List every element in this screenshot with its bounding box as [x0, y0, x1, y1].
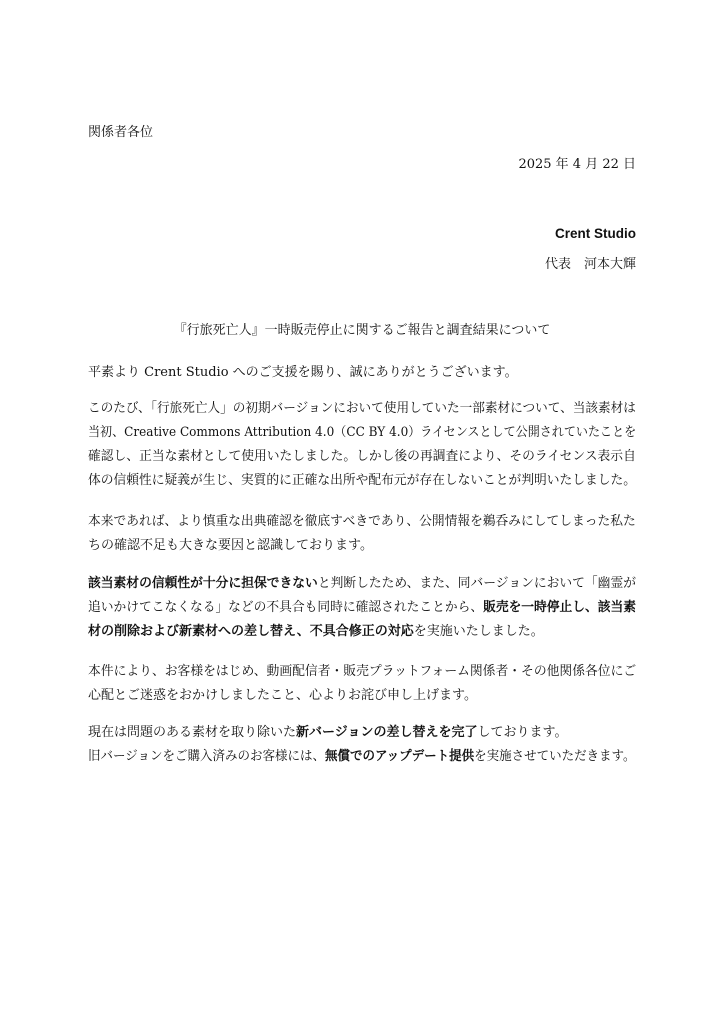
body-text: と判断したため、また、同バージョンにおいて「幽霊が [317, 576, 636, 591]
representative: 代表 河本大輝 [544, 257, 636, 272]
document-title: 『行旅死亡人』一時販売停止に関するご報告と調査結果について [173, 323, 551, 338]
paragraph-3-line-3 [88, 624, 544, 640]
emphasis-text: 無償でのアップデート提供 [324, 749, 475, 764]
date: 2025 年 4 月 22 日 [518, 157, 636, 172]
emphasis-text: 新バージョンの差し替えを完了 [296, 725, 478, 740]
emphasis-text: 該当素材の信頼性が十分に担保できない [88, 576, 318, 591]
body-text: 追いかけてこなくなる」などの不具合も同時に確認されたことから、 [88, 600, 484, 615]
paragraph-1-line: 体の信頼性に疑義が生じ、実質的に正確な出所や配布元が存在しないことが判明いたしました。 [88, 473, 637, 488]
paragraph-3-line-2 [88, 600, 636, 616]
paragraph-3-line-1 [88, 576, 636, 592]
paragraph-5-line-1 [88, 725, 567, 741]
body-text: しております。 [477, 725, 568, 740]
body-text: 現在は問題のある素材を取り除いた [88, 725, 297, 740]
greeting: 平素より Crent Studio へのご支援を賜り、誠にありがとうございます。 [88, 365, 518, 380]
paragraph-4-line: 心配とご迷惑をおかけしましたこと、心よりお詫び申し上げます。 [88, 688, 477, 703]
emphasis-text: 材の削除および新素材への差し替え、不具合修正の対応 [88, 624, 414, 639]
paragraph-1-line: このたび、「行旅死亡人」の初期バージョンにおいて使用していた一部素材について、当該素材は [88, 401, 636, 416]
body-text: を実施させていただきます。 [474, 749, 636, 764]
body-text: を実施いたしました。 [413, 624, 544, 639]
paragraph-1-line: 確認し、正当な素材として使用いたしました。しかし後の再調査により、そのライセンス表示自 [88, 449, 636, 464]
company-name: Crent Studio [555, 226, 636, 241]
paragraph-4-line: 本件により、お客様をはじめ、動画配信者・販売プラットフォーム関係者・その他関係各位にご [88, 664, 637, 679]
emphasis-text: 販売を一時停止し、該当素 [483, 600, 637, 615]
body-text: 旧バージョンをご購入済みのお客様には、 [88, 749, 325, 764]
paragraph-2-line: ちの確認不足も大きな要因と認識しております。 [88, 538, 373, 553]
paragraph-1-line: 当初、Creative Commons Attribution 4.0（CC BY 4.0）ライセンスとして公開されていたことを [88, 425, 637, 440]
addressee: 関係者各位 [88, 125, 154, 140]
paragraph-2-line: 本来であれば、より慎重な出典確認を徹底すべきであり、公開情報を鵜呑みにしてしまった私た [88, 514, 636, 529]
paragraph-5-line-2 [88, 749, 636, 765]
